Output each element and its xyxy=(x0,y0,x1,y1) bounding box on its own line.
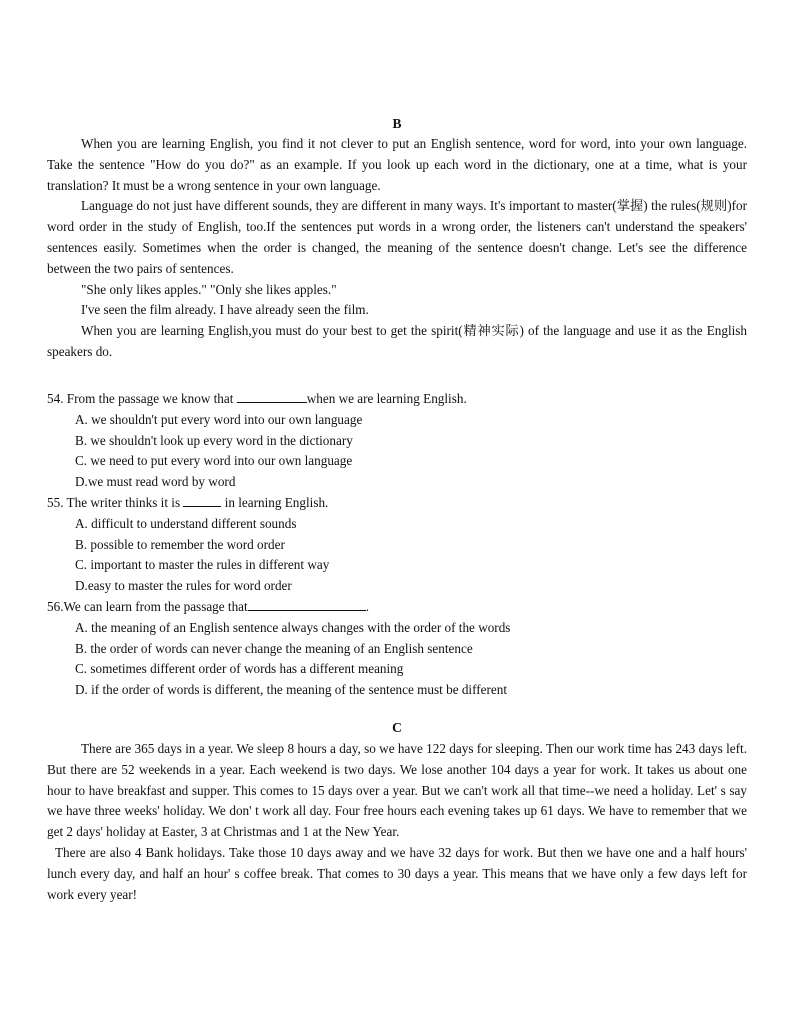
option-c: C. important to master the rules in different way xyxy=(75,557,330,573)
passage-b-paragraph-2: Language do not just have different sounds, they are different in many ways. It's important to master(掌握) the rules(规则)for word order in the study of English, too.If the sentences put words in a wrong order, the listeners can't understand the speakers' sentences easily. Sometimes when the order is changed, the meaning of the sentence doesn't change. Let's see the difference between the two pairs of sentences. xyxy=(47,198,747,276)
answer-blank xyxy=(248,597,366,611)
option-c: C. sometimes different order of words has a different meaning xyxy=(75,661,404,677)
answer-blank xyxy=(237,389,307,403)
section-b-title: B xyxy=(392,116,402,131)
option-c: C. we need to put every word into our own language xyxy=(75,453,353,469)
question-54 xyxy=(47,389,747,493)
question-stem: 55. The writer thinks it is in learning English. xyxy=(47,494,329,510)
option-b: B. the order of words can never change the meaning of an English sentence xyxy=(75,640,473,656)
option-d: D.we must read word by word xyxy=(75,474,236,490)
option-d: D.easy to master the rules for word order xyxy=(75,578,292,594)
question-55 xyxy=(47,493,747,597)
section-b-passage xyxy=(47,134,747,363)
passage-c-paragraph-2: There are also 4 Bank holidays. Take those 10 days away and we have 32 days for work. But then we have one and a half hours' lunch every day, and half an hour' s coffee break. That comes to 30 days a year. This means that we have only a few days left for work every year! xyxy=(47,844,747,902)
question-stem: 56.We can learn from the passage that . xyxy=(47,598,369,614)
option-d: D. if the order of words is different, the meaning of the sentence must be different xyxy=(75,682,507,698)
passage-b-paragraph-1: When you are learning English, you find it not clever to put an English sentence, word for word, into your own language. Take the sentence "How do you do?" as an example. If you look up each word in the dictionary, one at a time, what is your translation? It must be a wrong sentence in your own language. xyxy=(47,136,747,193)
option-b: B. we shouldn't look up every word in the dictionary xyxy=(75,432,353,448)
section-c-passage xyxy=(47,739,747,905)
questions-block xyxy=(47,389,747,701)
section-c-title: C xyxy=(392,720,402,735)
answer-blank xyxy=(183,493,221,507)
question-56 xyxy=(47,597,747,701)
option-a: A. we shouldn't put every word into our own language xyxy=(75,411,363,427)
passage-b-paragraph-3: When you are learning English,you must do your best to get the spirit(精神实际) of the language and use it as the English speakers do. xyxy=(47,323,747,359)
option-a: A. the meaning of an English sentence always changes with the order of the words xyxy=(75,619,511,635)
question-stem: 54. From the passage we know that when we are learning English. xyxy=(47,391,467,406)
option-a: A. difficult to understand different sounds xyxy=(75,515,297,531)
passage-b-example-2: I've seen the film already. I have already seen the film. xyxy=(81,302,369,318)
option-b: B. possible to remember the word order xyxy=(75,536,285,552)
passage-b-example-1: "She only likes apples." "Only she likes apples." xyxy=(81,281,337,297)
passage-c-paragraph-1: There are 365 days in a year. We sleep 8 hours a day, so we have 122 days for sleeping. Then our work time has 243 days left. But there are 52 weekends in a year. Each weekend is two days. We lose another 104 days a year for work. It takes us about one hour to have breakfast and supper. This comes to 15 days over a year. But we can't work all that time--we need a holiday. Let' s say we have three weeks' holiday. We don' t work all day. Four free hours each evening takes up 61 days. We have to remember that we get 2 days' holiday at Easter, 3 at Christmas and 1 at the New Year. xyxy=(47,741,747,840)
